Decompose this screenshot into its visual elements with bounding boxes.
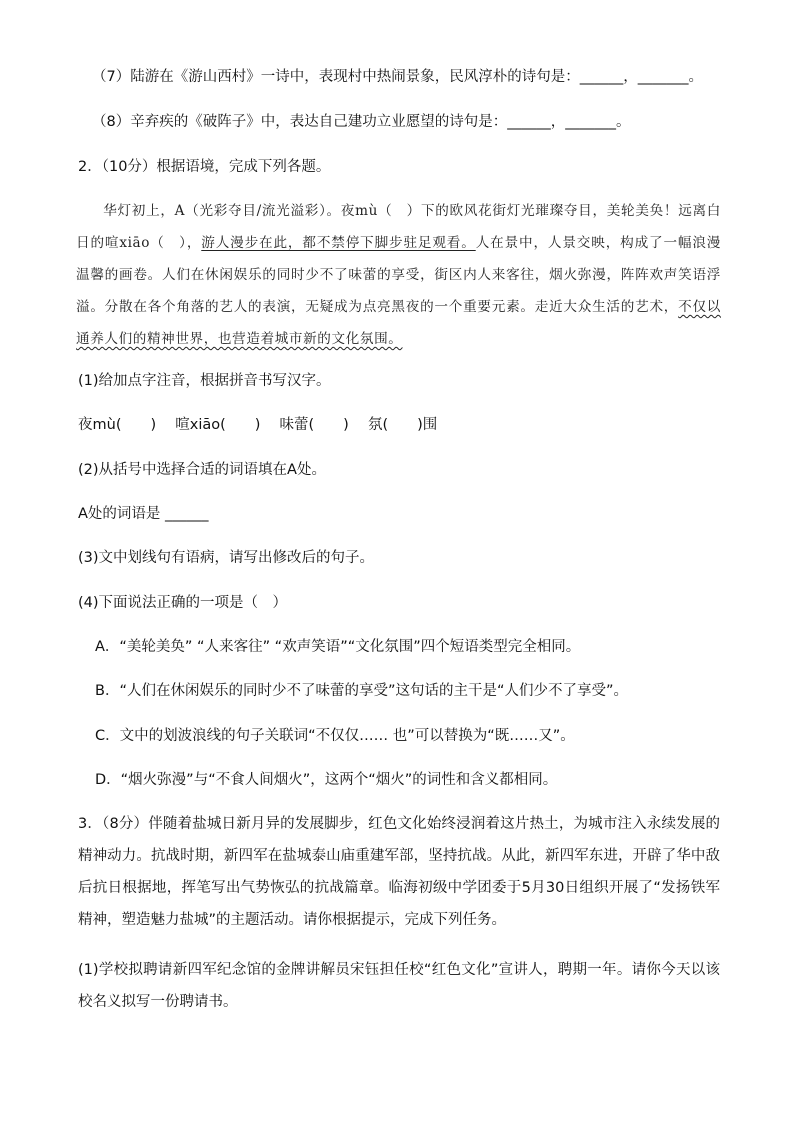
q2-sub2-answer: A处的词语是 ______ (78, 506, 209, 522)
q2-sub1: (1)给加点字注音，根据拼音书写汉字。 (78, 373, 331, 389)
option-b: B．“人们在休闲娱乐的同时少不了味蕾的享受”这句话的主干是“人们少不了享受”。 (95, 683, 628, 699)
q3-sub1: (1)学校拟聘请新四军纪念馆的金牌讲解员宋钰担任校“红色文化”宣讲人，聘期一年。请你今天以该校名义拟写一份聘请书。 (78, 962, 720, 1010)
q2-sub2: (2)从括号中选择合适的词语填在A处。 (78, 462, 326, 478)
q1-item7: （7）陆游在《游山西村》一诗中，表现村中热闹景象，民风淳朴的诗句是：______，_______。 (92, 69, 703, 85)
q2-heading: 2．（10分）根据语境，完成下列各题。 (78, 159, 331, 175)
q1-item8: （8）辛弃疾的《破阵子》中，表达自己建功立业愿望的诗句是：______，_______。 (92, 114, 631, 130)
option-c: C．文中的划波浪线的句子关联词“不仅仅…… 也”可以替换为“既……又”。 (95, 728, 575, 744)
option-d: D．“烟火弥漫”与“不食人间烟火”，这两个“烟火”的词性和含义都相同。 (95, 772, 558, 788)
passage-wavy-sentence: 不仅以通养人们的精神世界，也营造着城市新的文化氛围。 (76, 299, 721, 347)
passage-text-2: 人在景中，人景交映，构成了一幅浪漫温馨的画卷。人们在休闲娱乐的同时少不了味蕾的享受，街区内人来客往，烟火弥漫，阵阵欢声笑语浮溢。分散在各个角落的艺人的表演，无疑成为点亮黑夜的一个重要元素。走近大众生活的艺术， (76, 235, 721, 315)
option-a: A．“美轮美奂” “人来客往” “欢声笑语”“文化氛围”四个短语类型完全相同。 (95, 639, 581, 655)
q2-sub1-answer: 夜mù( ) 喧xiāo( ) 味蕾( ) 氛( )围 (78, 417, 438, 433)
q2-passage (76, 195, 721, 355)
q2-sub3: (3)文中划线句有语病，请写出修改后的句子。 (78, 550, 375, 566)
q2-sub4: (4)下面说法正确的一项是（ ） (78, 595, 288, 611)
passage-underlined-sentence: 游人漫步在此，都不禁停下脚步驻足观看。 (201, 235, 476, 251)
passage-text-1: 华灯初上，A（光彩夺目/流光溢彩）。夜mù（ ）下的欧风花街灯光璀璨夺目，美轮美奂！远离白日的喧xiāo（ ）， (76, 203, 721, 251)
q3-text: 3．（8分）伴随着盐城日新月异的发展脚步，红色文化始终浸润着这片热土，为城市注入永续发展的精神动力。抗战时期，新四军在盐城泰山庙重建军部，坚持抗战。从此，新四军东进，开辟了华中敌后抗日根据地，挥笔写出气势恢弘的抗战篇章。临海初级中学团委于5月30日组织开展了“发扬铁军精神，塑造魅力盐城”的主题活动。请你根据提示，完成下列任务。 (78, 816, 720, 928)
